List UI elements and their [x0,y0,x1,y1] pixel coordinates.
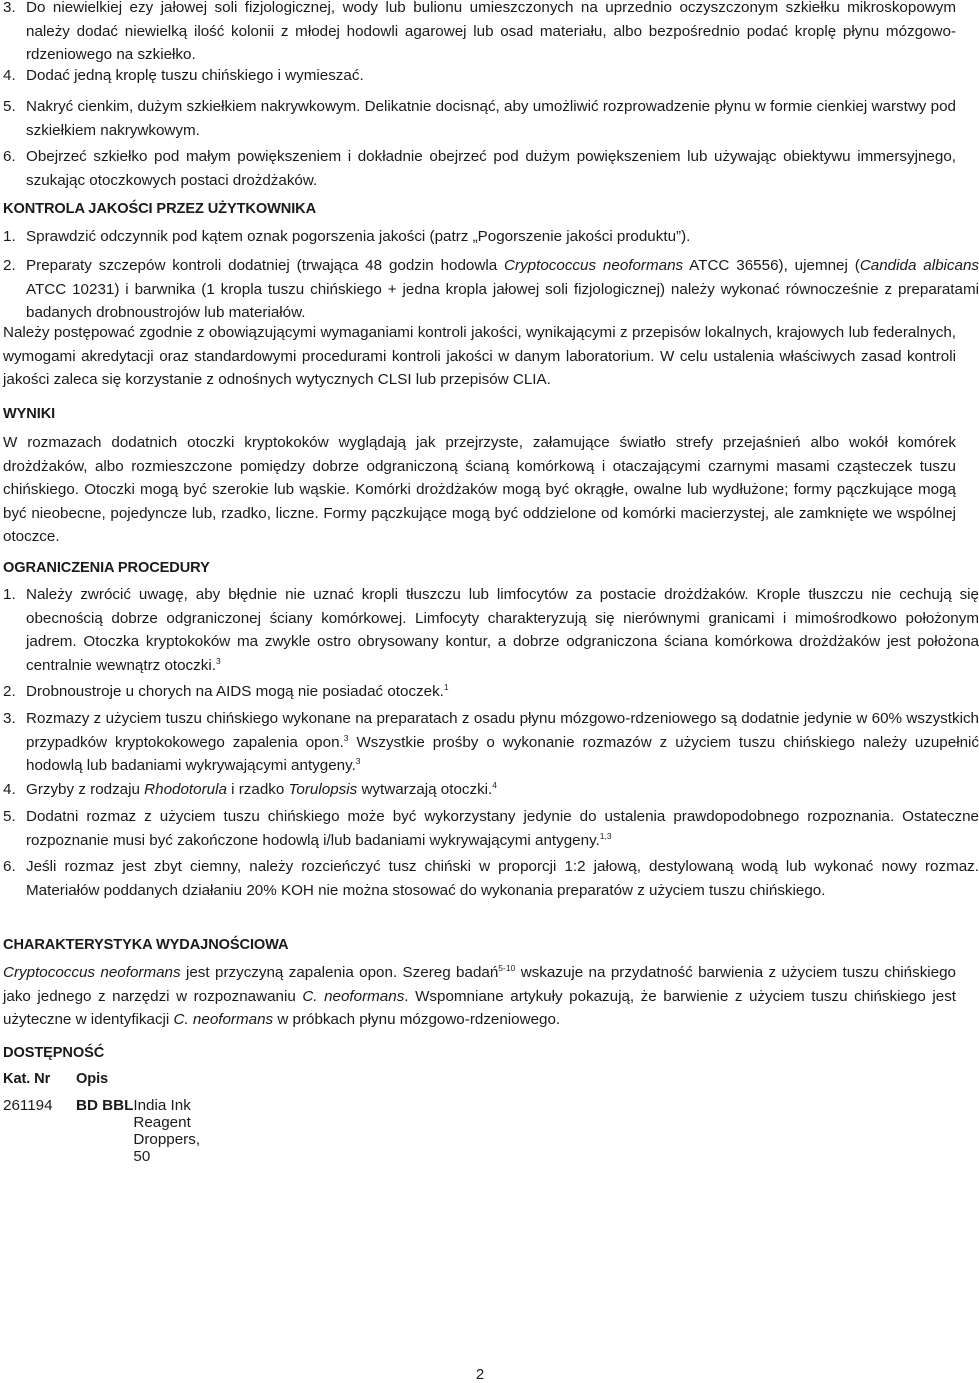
organism-name: Cryptococcus neoformans [3,964,181,981]
step-text: Obejrzeć szkiełko pod małym powiększeniem i dokładnie obejrzeć pod dużym powiększeniem lub używając obiektywu immersyjnego, szukając otoczkowych postaci drożdżaków. [26,148,956,189]
step-number: 6. [3,148,16,165]
procedure-step-3 [3,0,956,64]
limitation-item-4 [3,778,979,802]
limitation-text: i rzadko [226,781,289,798]
qc-number: 2. [3,257,16,274]
qc-text: Sprawdzić odczynnik pod kątem oznak pogorszenia jakości (patrz „Pogorszenie jakości produktu”). [26,228,691,245]
qc-text: ATCC 36556), ujemnej ( [683,257,860,274]
product-description [76,1097,201,1165]
results-heading: WYNIKI [3,406,56,422]
availability-heading: DOSTĘPNOŚĆ [3,1045,105,1061]
limitation-item-1 [3,583,979,677]
procedure-step-5 [3,95,956,142]
limitation-number: 2. [3,683,16,700]
step-number: 5. [3,98,16,115]
limitation-text: Należy zwrócić uwagę, aby błędnie nie uznać kropli tłuszczu lub limfocytów za postacie drożdżaków. Krople tłuszczu nie cechują się obecnością dobrze odgraniczonej ściany komórkowej. Limfocyty charakteryzują się nierównymi granicami i mimośrodkowo położonym jadrem. Otoczka kryptokoków ma zwykle ostro obrysowany kontur, a dobrze odgraniczona ściana komórkowa drożdżaków jest położona centralnie wewnątrz otoczki. [26,586,979,674]
limitation-text: Rozmazy z użyciem tuszu chińskiego wykonane na preparatach z osadu płynu mózgowo-rdzeniowego są dodatnie jedynie w 60% wszystkich przypadków kryptokokowego zapalenia opon. [26,710,979,751]
limitation-item-3 [3,707,979,778]
limitation-number: 5. [3,808,16,825]
qc-paragraph: Należy postępować zgodnie z obowiązującymi wymaganiami kontroli jakości, wynikającymi z przepisów lokalnych, krajowych lub federalnych, wymogami akredytacji oraz standardowymi procedurami kontroli jakości w danym laboratorium. W celu ustalenia właściwych zasad kontroli jakości zaleca się korzystanie z odnośnych wytycznych CLSI lub przepisów CLIA. [3,324,956,389]
limitation-text: Grzyby z rodzaju [26,781,145,798]
reference-superscript: 1 [443,681,449,692]
step-number: 4. [3,67,16,84]
organism-name: C. neoformans [173,1011,274,1029]
performance-text: w próbkach płynu mózgowo-rdzeniowego. [273,1011,561,1029]
catalog-number: 261194 [3,1097,53,1114]
step-text: Dodać jedną kroplę tuszu chińskiego i wymieszać. [26,67,364,84]
page-number: 2 [475,1366,485,1383]
qc-item-1 [3,225,979,249]
limitation-number: 6. [3,858,16,875]
product-brand: BD BBL [76,1097,134,1114]
step-text: Nakryć cienkim, dużym szkiełkiem nakrywkowym. Delikatnie docisnąć, aby umożliwić rozprowadzenie płynu w formie cienkiej warstwy pod szkiełkiem nakrywkowym. [26,98,956,139]
reference-superscript: 3 [355,756,361,767]
reference-superscript: 3 [215,655,221,666]
performance-paragraph [3,961,956,1032]
limitation-text: Drobnoustroje u chorych na AIDS mogą nie posiadać otoczek. [26,683,444,700]
availability-row [3,1097,956,1165]
procedure-step-6 [3,145,956,192]
limitation-item-5 [3,805,979,852]
availability-header-row [3,1071,956,1095]
qc-text: Preparaty szczepów kontroli dodatniej (trwająca 48 godzin hodowla [26,257,505,274]
limitation-text: wytwarzają otoczki. [357,781,493,798]
catalog-number-header: Kat. Nr [3,1071,51,1087]
results-paragraph: W rozmazach dodatnich otoczki kryptokoków wyglądają jak przejrzyste, załamujące światło strefy przejaśnień albo wokół komórek drożdżaków, albo rozmieszczone pomiędzy dobrze odgraniczoną ścianą komórkową i otaczającymi czarnymi masami cząsteczek tuszu chińskiego. Otoczki mogą być szerokie lub wąskie. Komórki drożdżaków mogą być okrągłe, owalne lub wydłużone; formy pączkujące mogą być nieobecne, pojedyncze lub, rzadko, liczne. Formy pączkujące mogą być oddzielone od komórki macierzystej, ale zamknięte we wspólnej otoczce. [3,434,956,546]
performance-heading: CHARAKTERYSTYKA WYDAJNOŚCIOWA [3,937,289,953]
reference-superscript: 4 [492,779,497,790]
organism-name: Candida albicans [859,257,979,274]
performance-text: . Wspomniane artykuły pokazują, że barwienie z użyciem tuszu chińskiego jest użyteczne w identyfikacji [3,987,957,1029]
organism-name: C. neoformans [302,987,405,1005]
performance-text: jest przyczyną zapalenia opon. Szereg badań [180,964,499,981]
procedure-steps [3,0,956,192]
reference-superscript: 1,3 [599,830,612,841]
step-text: Do niewielkiej ezy jałowej soli fizjologicznej, wody lub bulionu umieszczonych na uprzednio oczyszczonym szkiełku mikroskopowym należy dodać niewielką ilość kolonii z młodej hodowli agarowej lub osad materiału, albo bezpośrednio podać kroplę płynu mózgowo-rdzeniowego na szkiełko. [26,0,956,64]
product-name: India Ink Reagent Droppers, 50 [133,1097,201,1165]
description-header: Opis [76,1071,109,1087]
reference-superscript: 3 [343,732,349,743]
qc-text: ATCC 10231) i barwnika (1 kropla tuszu chińskiego + jedna kropla jałowej soli fizjologicznej) należy wykonać równocześnie z preparatami badanych drobnoustrojów lub materiałów. [26,280,979,322]
reference-superscript: 5-10 [498,962,516,973]
qc-heading: KONTROLA JAKOŚCI PRZEZ UŻYTKOWNIKA [3,201,317,217]
organism-name: Rhodotorula [144,781,227,798]
step-number: 3. [3,0,16,16]
limitation-number: 3. [3,710,16,727]
organism-name: Cryptococcus neoformans [504,257,684,274]
performance-text: wskazuje na przydatność barwienia z użyciem tuszu chińskiego jako jednego z narzędzi w rozpoznawaniu [3,964,956,1005]
limitation-item-2 [3,680,979,704]
procedure-step-4 [3,64,956,88]
qc-number: 1. [3,228,16,245]
qc-item-2 [3,254,979,325]
limitation-text: Jeśli rozmaz jest zbyt ciemny, należy rozcieńczyć tusz chiński w proporcji 1:2 jałową, destylowaną wodą lub wykonać nowy rozmaz. Materiałów poddanych działaniu 20% KOH nie można stosować do wykonania preparatów z użyciem tuszu chińskiego. [26,858,979,899]
limitations-heading: OGRANICZENIA PROCEDURY [3,560,210,576]
limitation-number: 1. [3,586,16,603]
limitation-number: 4. [3,781,16,798]
limitation-text: Wszystkie prośby o wykonanie rozmazów z użyciem tuszu chińskiego należy uzupełnić hodowlą lub badaniami wykrywającymi antygeny. [26,733,979,775]
organism-name: Torulopsis [288,781,358,798]
limitation-item-6 [3,855,979,902]
limitation-text: Dodatni rozmaz z użyciem tuszu chińskiego może być wykorzystany jedynie do ustalenia prawdopodobnego rozpoznania. Ostateczne rozpoznanie musi być zakończone hodowlą i/lub badaniami wykrywającymi antygeny. [26,808,979,849]
